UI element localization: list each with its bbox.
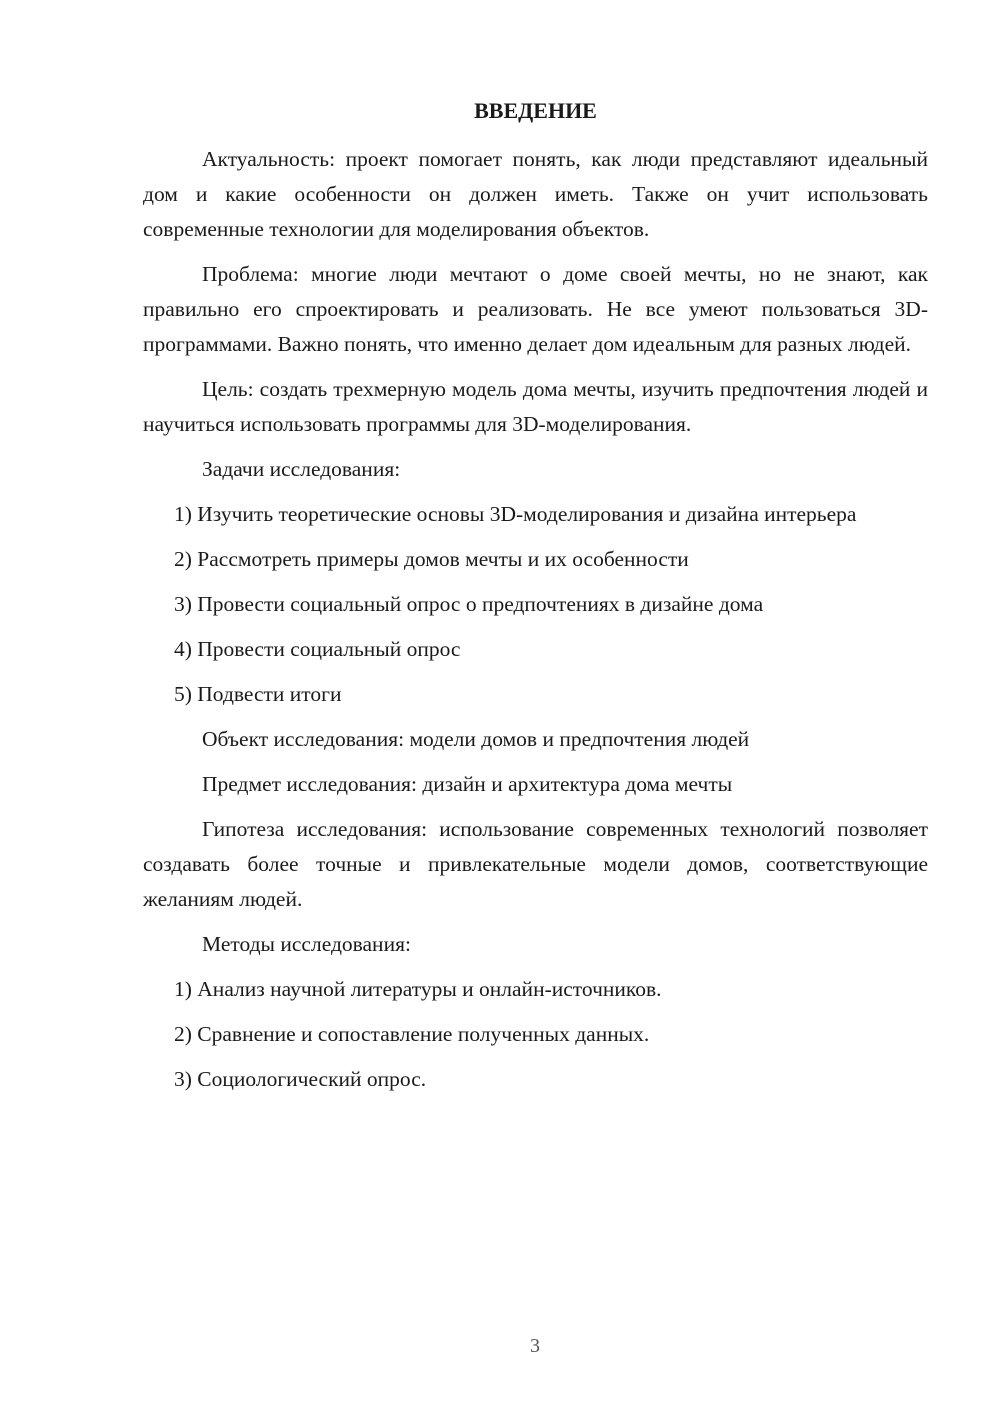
task-item: 3) Провести социальный опрос о предпочтениях в дизайне дома xyxy=(174,592,764,616)
task-item: 2) Рассмотреть примеры домов мечты и их особенности xyxy=(174,547,689,571)
document-body xyxy=(143,142,928,1107)
object-paragraph: Объект исследования: модели домов и предпочтения людей xyxy=(202,727,750,751)
goal-paragraph: Цель: создать трехмерную модель дома мечты, изучить предпочтения людей и научиться использовать программы для 3D-моделирования. xyxy=(143,377,928,436)
page-number: 3 xyxy=(530,1335,540,1357)
method-item: 1) Анализ научной литературы и онлайн-источников. xyxy=(174,977,662,1001)
page-title: ВВЕДЕНИЕ xyxy=(474,98,597,123)
subject-paragraph: Предмет исследования: дизайн и архитектура дома мечты xyxy=(202,772,733,796)
method-item: 3) Социологический опрос. xyxy=(174,1067,427,1091)
methods-heading: Методы исследования: xyxy=(202,932,411,956)
relevance-paragraph: Актуальность: проект помогает понять, как люди представляют идеальный дом и какие особенности он должен иметь. Также он учит использовать современные технологии для моделирования объектов. xyxy=(143,147,928,241)
task-item: 1) Изучить теоретические основы 3D-моделирования и дизайна интерьера xyxy=(174,502,857,526)
task-item: 4) Провести социальный опрос xyxy=(174,637,461,661)
problem-paragraph: Проблема: многие люди мечтают о доме своей мечты, но не знают, как правильно его спроектировать и реализовать. Не все умеют пользоваться 3D-программами. Важно понять, что именно делает дом идеальным для разных людей. xyxy=(143,262,928,356)
method-item: 2) Сравнение и сопоставление полученных данных. xyxy=(174,1022,650,1046)
hypothesis-paragraph: Гипотеза исследования: использование современных технологий позволяет создавать более точные и привлекательные модели домов, соответствующие желаниям людей. xyxy=(143,817,928,911)
task-item: 5) Подвести итоги xyxy=(174,682,342,706)
tasks-heading: Задачи исследования: xyxy=(202,457,401,481)
